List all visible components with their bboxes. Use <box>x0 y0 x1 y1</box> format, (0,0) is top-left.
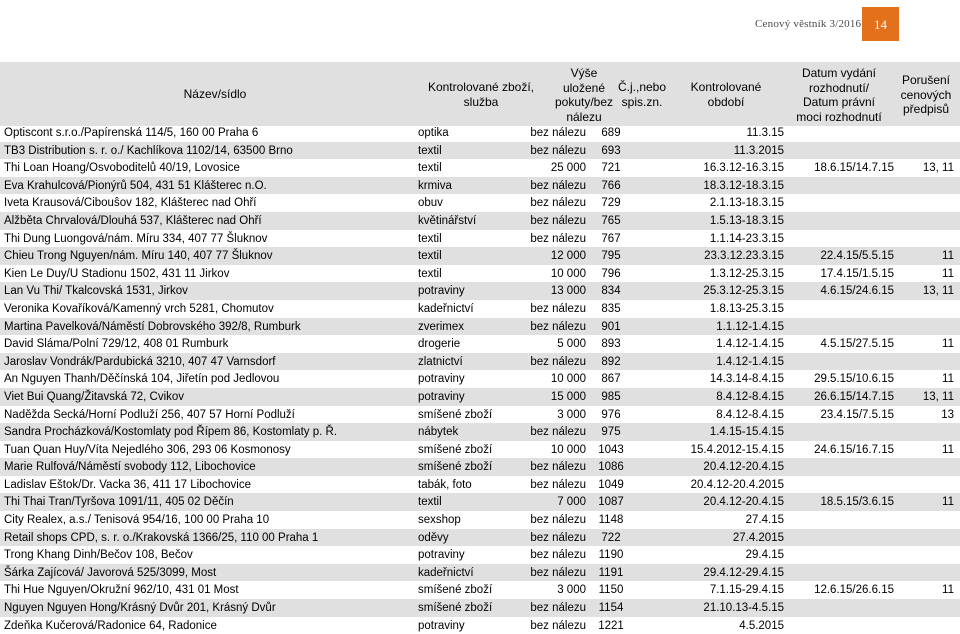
cell-fine: 10 000 <box>550 443 586 456</box>
cell-decision: 22.4.15/5.5.15 <box>820 250 894 263</box>
cell-name: Eva Krahulcová/Pionýrů 504, 431 51 Klášterec n.O. <box>4 179 267 192</box>
cell-violations: 11 <box>942 338 954 351</box>
table-row <box>0 423 960 441</box>
cell-goods: smíšené zboží <box>418 443 493 456</box>
cell-name: Optiscont s.r.o./Papírenská 114/5, 160 00 Praha 6 <box>4 127 259 139</box>
cell-no: 1049 <box>598 478 624 491</box>
cell-fine: bez nálezu <box>530 478 586 491</box>
cell-no: 976 <box>601 408 621 421</box>
cell-name: Zdeňka Kučerová/Radonice 64, Radonice <box>4 619 217 632</box>
cell-goods: tabák, foto <box>418 478 472 491</box>
cell-fine: bez nálezu <box>530 531 586 544</box>
column-header-no: Č.j.,nebo spis.zn. <box>617 80 667 109</box>
cell-violations: 13, 11 <box>922 162 954 175</box>
cell-fine: bez nálezu <box>530 461 586 474</box>
cell-violations: 11 <box>942 443 954 456</box>
table-row <box>0 124 960 142</box>
cell-goods: potraviny <box>418 373 465 386</box>
cell-period: 16.3.12-16.3.15 <box>703 162 784 175</box>
cell-period: 11.3.15 <box>746 127 784 139</box>
cell-name: Alžběta Chrvalová/Dlouhá 537, Klášterec nad Ohří <box>4 214 262 227</box>
cell-violations: 11 <box>942 373 954 386</box>
column-header-goods: Kontrolované zboží, služba <box>427 80 535 109</box>
cell-goods: textil <box>418 144 442 157</box>
cell-goods: optika <box>418 127 449 139</box>
cell-goods: potraviny <box>418 549 465 562</box>
cell-fine: bez nálezu <box>530 602 586 615</box>
cell-period: 1.4.12-1.4.15 <box>716 355 784 368</box>
cell-goods: smíšené zboží <box>418 461 493 474</box>
cell-no: 1150 <box>598 584 624 597</box>
cell-name: Viet Bui Quang/Žitavská 72, Cvikov <box>4 390 185 403</box>
cell-name: An Nguyen Thanh/Děčínská 104, Jiřetín pod Jedlovou <box>4 373 280 386</box>
column-header-name: Název/sídlo <box>183 87 247 101</box>
column-header-decision: Datum vydání rozhodnutí/ Datum právní moci rozhodnutí <box>796 66 882 124</box>
cell-no: 892 <box>601 355 621 368</box>
cell-no: 766 <box>601 179 621 192</box>
table-row <box>0 546 960 564</box>
table-row <box>0 282 960 300</box>
table-row <box>0 441 960 459</box>
cell-goods: smíšené zboží <box>418 408 493 421</box>
cell-name: Trong Khang Dinh/Bečov 108, Bečov <box>4 549 193 562</box>
cell-name: Tuan Quan Huy/Víta Nejedlého 306, 293 06 Kosmonosy <box>4 443 291 456</box>
page-header <box>0 0 960 38</box>
cell-no: 795 <box>601 250 621 263</box>
cell-no: 867 <box>601 373 621 386</box>
cell-period: 7.1.15-29.4.15 <box>709 584 784 597</box>
cell-name: David Sláma/Polní 729/12, 408 01 Rumburk <box>4 338 229 351</box>
cell-name: Marie Rulfová/Náměstí svobody 112, Libochovice <box>4 461 256 474</box>
table-row <box>0 300 960 318</box>
cell-goods: drogerie <box>418 338 461 351</box>
cell-name: TB3 Distribution s. r. o./ Kachlíkova 1102/14, 63500 Brno <box>4 144 293 157</box>
table-row <box>0 230 960 248</box>
cell-period: 1.1.14-23.3.15 <box>709 232 784 245</box>
cell-goods: obuv <box>418 197 443 210</box>
cell-name: Thi Thai Tran/Tyršova 1091/11, 405 02 Děčín <box>4 496 234 509</box>
table-row <box>0 511 960 529</box>
cell-name: City Realex, a.s./ Tenisová 954/16, 100 00 Praha 10 <box>4 514 270 527</box>
cell-decision: 12.6.15/26.6.15 <box>814 584 894 597</box>
table-row <box>0 581 960 599</box>
cell-name: Naděžda Secká/Horní Podluží 256, 407 57 Horní Podluží <box>4 408 295 421</box>
cell-name: Jaroslav Vondrák/Pardubická 3210, 407 47 Varnsdorf <box>4 355 276 368</box>
cell-fine: bez nálezu <box>530 127 586 139</box>
cell-violations: 13, 11 <box>922 390 954 403</box>
cell-fine: 3 000 <box>557 584 586 597</box>
cell-fine: 25 000 <box>550 162 586 175</box>
cell-name: Nguyen Nguyen Hong/Krásný Dvůr 201, Krásný Dvůr <box>4 602 276 615</box>
cell-violations: 11 <box>942 496 954 509</box>
table-row <box>0 599 960 617</box>
cell-decision: 17.4.15/1.5.15 <box>820 267 894 280</box>
cell-period: 1.5.13-18.3.15 <box>709 214 784 227</box>
cell-name: Šárka Zajícová/ Javorová 525/3099, Most <box>4 566 217 579</box>
cell-name: Thi Dung Luongová/nám. Míru 334, 407 77 Šluknov <box>4 232 268 245</box>
cell-name: Veronika Kovaříková/Kamenný vrch 5281, Chomutov <box>4 302 274 315</box>
cell-period: 1.1.12-1.4.15 <box>716 320 784 333</box>
cell-goods: smíšené zboží <box>418 602 493 615</box>
cell-period: 8.4.12-8.4.15 <box>716 408 784 421</box>
cell-period: 11.3.2015 <box>733 144 784 157</box>
table-row <box>0 388 960 406</box>
cell-fine: 15 000 <box>550 390 586 403</box>
column-header-period: Kontrolované období <box>690 80 762 109</box>
cell-fine: 3 000 <box>557 408 586 421</box>
cell-fine: bez nálezu <box>530 549 586 562</box>
table-row <box>0 318 960 336</box>
cell-no: 729 <box>601 197 621 210</box>
cell-fine: bez nálezu <box>530 426 586 439</box>
cell-fine: bez nálezu <box>530 214 586 227</box>
cell-fine: bez nálezu <box>530 179 586 192</box>
cell-no: 722 <box>601 531 621 544</box>
cell-violations: 13, 11 <box>922 285 954 298</box>
table-row <box>0 617 960 634</box>
cell-period: 14.3.14-8.4.15 <box>709 373 784 386</box>
table-row <box>0 529 960 547</box>
table-row <box>0 194 960 212</box>
cell-fine: 7 000 <box>557 496 586 509</box>
table-row <box>0 265 960 283</box>
cell-no: 835 <box>601 302 621 315</box>
table-row <box>0 212 960 230</box>
cell-goods: textil <box>418 496 442 509</box>
cell-goods: textil <box>418 267 442 280</box>
cell-no: 975 <box>601 426 621 439</box>
cell-fine: bez nálezu <box>530 144 586 157</box>
cell-period: 20.4.12-20.4.2015 <box>690 478 784 491</box>
cell-period: 21.10.13-4.5.15 <box>703 602 784 615</box>
cell-period: 1.4.15-15.4.15 <box>709 426 784 439</box>
cell-period: 20.4.12-20.4.15 <box>703 461 784 474</box>
cell-no: 1087 <box>598 496 624 509</box>
cell-period: 4.5.2015 <box>739 619 784 632</box>
page-number-badge: 14 <box>862 7 899 41</box>
cell-period: 27.4.2015 <box>732 531 784 544</box>
cell-name: Sandra Procházková/Kostomlaty pod Řípem 86, Kostomlaty p. Ř. <box>4 426 338 439</box>
table-header <box>0 62 960 126</box>
cell-goods: zlatnictví <box>418 355 463 368</box>
cell-violations: 11 <box>942 267 954 280</box>
table-body <box>0 124 960 634</box>
cell-goods: potraviny <box>418 619 465 632</box>
table-row <box>0 458 960 476</box>
cell-no: 1043 <box>598 443 624 456</box>
cell-period: 8.4.12-8.4.15 <box>716 390 784 403</box>
cell-no: 689 <box>601 127 621 139</box>
column-header-fine: Výše uložené pokuty/bez nálezu <box>554 66 614 124</box>
cell-goods: sexshop <box>418 514 461 527</box>
cell-goods: textil <box>418 162 442 175</box>
table-row <box>0 335 960 353</box>
cell-name: Chieu Trong Nguyen/nám. Míru 140, 407 77 Šluknov <box>4 250 273 263</box>
table-row <box>0 353 960 371</box>
cell-period: 1.4.12-1.4.15 <box>716 338 784 351</box>
journal-title: Cenový věstník 3/2016 <box>755 18 862 30</box>
cell-period: 25.3.12-25.3.15 <box>703 285 784 298</box>
table-row <box>0 564 960 582</box>
cell-no: 1221 <box>598 619 624 632</box>
cell-no: 985 <box>601 390 621 403</box>
table-row <box>0 247 960 265</box>
cell-no: 901 <box>601 320 621 333</box>
cell-no: 765 <box>601 214 621 227</box>
cell-violations: 11 <box>942 250 954 263</box>
cell-period: 18.3.12-18.3.15 <box>703 179 784 192</box>
cell-no: 693 <box>601 144 621 157</box>
cell-no: 767 <box>601 232 621 245</box>
cell-no: 834 <box>601 285 621 298</box>
cell-decision: 4.6.15/24.6.15 <box>820 285 894 298</box>
cell-no: 1086 <box>598 461 624 474</box>
cell-period: 1.3.12-25.3.15 <box>709 267 784 280</box>
cell-name: Kien Le Duy/U Stadionu 1502, 431 11 Jirkov <box>4 267 230 280</box>
cell-fine: 5 000 <box>557 338 586 351</box>
cell-decision: 29.5.15/10.6.15 <box>814 373 894 386</box>
table-row <box>0 493 960 511</box>
cell-period: 27.4.15 <box>745 514 784 527</box>
cell-period: 1.8.13-25.3.15 <box>709 302 784 315</box>
cell-period: 29.4.15 <box>745 549 784 562</box>
cell-goods: textil <box>418 232 442 245</box>
cell-no: 893 <box>601 338 621 351</box>
cell-goods: kadeřnictví <box>418 566 474 579</box>
cell-goods: oděvy <box>418 531 449 544</box>
cell-period: 23.3.12.23.3.15 <box>704 250 784 263</box>
cell-decision: 4.5.15/27.5.15 <box>820 338 894 351</box>
cell-period: 29.4.12-29.4.15 <box>703 566 784 579</box>
table-row <box>0 177 960 195</box>
cell-fine: bez nálezu <box>530 302 586 315</box>
cell-goods: krmiva <box>418 179 452 192</box>
cell-fine: bez nálezu <box>530 232 586 245</box>
cell-no: 1191 <box>598 566 624 579</box>
cell-fine: bez nálezu <box>530 320 586 333</box>
table-row <box>0 142 960 160</box>
cell-no: 1190 <box>598 549 624 562</box>
cell-decision: 24.6.15/16.7.15 <box>814 443 894 456</box>
cell-decision: 18.5.15/3.6.15 <box>820 496 894 509</box>
cell-no: 796 <box>601 267 621 280</box>
cell-fine: bez nálezu <box>530 566 586 579</box>
cell-decision: 26.6.15/14.7.15 <box>814 390 894 403</box>
cell-name: Lan Vu Thi/ Tkalcovská 1531, Jirkov <box>4 285 188 298</box>
cell-goods: smíšené zboží <box>418 584 493 597</box>
table-row <box>0 159 960 177</box>
cell-violations: 11 <box>942 584 954 597</box>
table-row <box>0 476 960 494</box>
cell-no: 721 <box>601 162 621 175</box>
cell-goods: potraviny <box>418 390 465 403</box>
cell-goods: kadeřnictví <box>418 302 474 315</box>
cell-period: 15.4.2012-15.4.15 <box>690 443 784 456</box>
cell-fine: bez nálezu <box>530 197 586 210</box>
cell-name: Ladislav Eštok/Dr. Vacka 36, 411 17 Libochovice <box>4 478 251 491</box>
cell-name: Martina Pavelková/Náměstí Dobrovského 392/8, Rumburk <box>4 320 301 333</box>
cell-fine: bez nálezu <box>530 355 586 368</box>
cell-decision: 23.4.15/7.5.15 <box>820 408 894 421</box>
cell-decision: 18.6.15/14.7.15 <box>814 162 894 175</box>
table-row <box>0 406 960 424</box>
cell-goods: potraviny <box>418 285 465 298</box>
cell-name: Thi Loan Hoang/Osvoboditelů 40/19, Lovosice <box>4 162 240 175</box>
cell-fine: 10 000 <box>550 373 586 386</box>
cell-goods: textil <box>418 250 442 263</box>
cell-name: Iveta Krausová/Cibouŝov 182, Klášterec nad Ohří <box>4 197 257 210</box>
cell-fine: bez nálezu <box>530 619 586 632</box>
table-row <box>0 370 960 388</box>
cell-goods: zverimex <box>418 320 465 333</box>
cell-goods: nábytek <box>418 426 459 439</box>
cell-name: Retail shops CPD, s. r. o./Krakovská 1366/25, 110 00 Praha 1 <box>4 531 319 544</box>
cell-period: 2.1.13-18.3.15 <box>709 197 784 210</box>
cell-no: 1148 <box>598 514 624 527</box>
cell-violations: 13 <box>941 408 954 421</box>
cell-goods: květinářství <box>418 214 477 227</box>
column-header-violations: Porušení cenových předpisů <box>900 73 952 116</box>
cell-fine: 10 000 <box>550 267 586 280</box>
cell-period: 20.4.12-20.4.15 <box>703 496 784 509</box>
cell-no: 1154 <box>598 602 624 615</box>
cell-fine: 13 000 <box>550 285 586 298</box>
cell-name: Thi Hue Nguyen/Okružní 962/10, 431 01 Most <box>4 584 239 597</box>
cell-fine: bez nálezu <box>530 514 586 527</box>
cell-fine: 12 000 <box>550 250 586 263</box>
